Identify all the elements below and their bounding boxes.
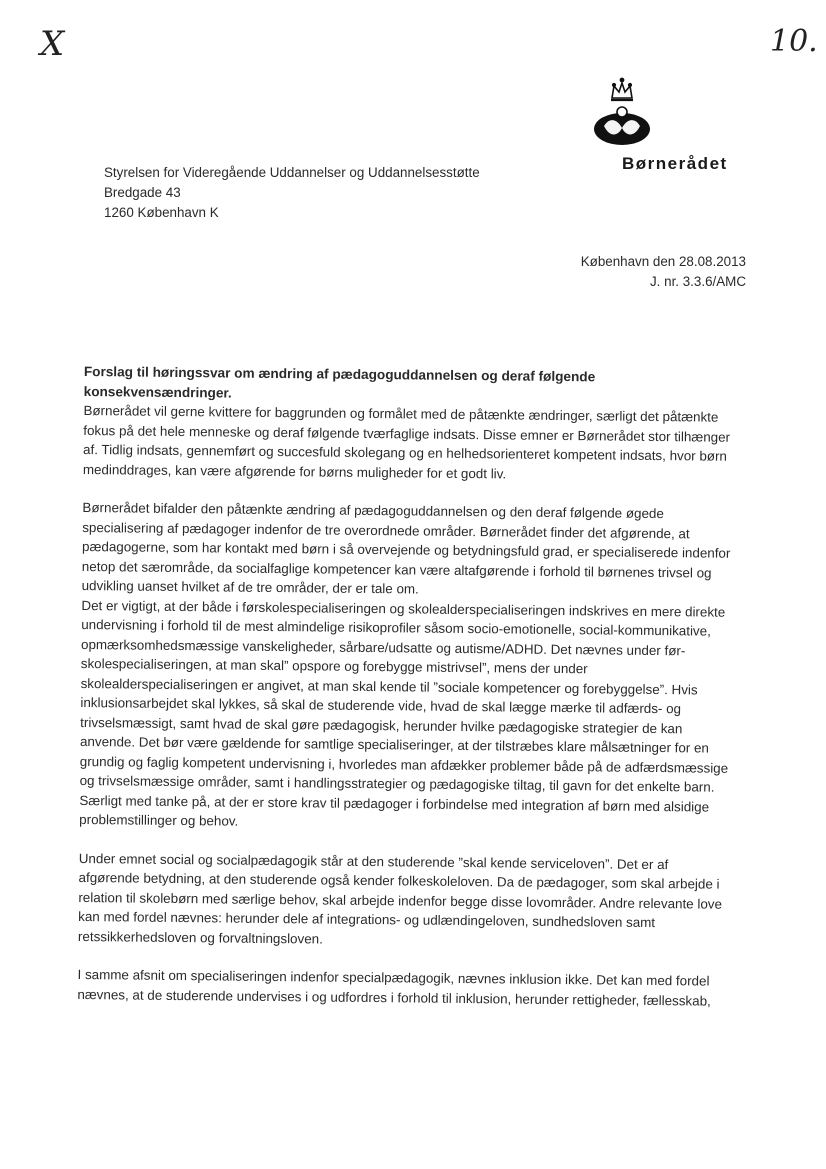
subject-line: Forslag til høringssvar om ændring af pædagoguddannelsen og deraf følgende konsekvensændringer. bbox=[83, 363, 596, 401]
recipient-street: Bredgade 43 bbox=[104, 185, 181, 200]
paragraph-5: I samme afsnit om specialiseringen indenfor specialpædagogik, nævnes inklusion ikke. Det kan med fordel nævnes, at de studerende undervises i og udfordres i forhold til inklusion, herunder rettigheder, fællesskab, bbox=[77, 966, 711, 1009]
recipient-city: 1260 København K bbox=[104, 205, 219, 220]
letter-body bbox=[77, 362, 736, 1011]
paragraph-4: Under emnet social og socialpædagogik står at den studerende ”skal kende serviceloven”. Det er af afgørende betydning, at den studerende også kender folkeskoleloven. Da de pædagoger, som skal arbejde i relation til skolebørn med særlige behov, skal arbejde indenfor begge disse lovområder. Andre relevante love kan med fordel nævnes: herunder dele af integrations- og udlændingeloven, sundhedsloven samt retssikkerhedsloven og forvaltningsloven. bbox=[77, 850, 723, 947]
paragraph-2: Børnerådet bifalder den påtænkte ændring af pædagoguddannelsen og den deraf følgende øgede specialisering af pædagoger indenfor de tre overordnede områder. Børnerådet finder det afgørende, at pædagogerne, som har kontakt med børn i så overvejende og betydningsfuld grad, er specialiserede indenfor netop det særområde, da socialfaglige kompetencer kan være altafgørende i forhold til børnenes trivsel og udvikling uanset hvilket af de tre områder, der er tale om. bbox=[81, 499, 731, 597]
paragraph-3: Det er vigtigt, at der både i førskolespecialiseringen og skolealderspecialiseringen indskrives en mere direkte undervisning i forhold til de mest almindelige risikoprofiler såsom socio-emotionelle, social-kommunikative, opmærksomhedsmæssige vanskeligheder, sårbare/udsatte og autisme/ADHD. Det nævnes under før-skolespecialiseringen, at man skal” opspore og forebygge mistrivsel”, mens der under skolealderspecialiseringen er angivet, at man skal kende til ”sociale kompetencer og forebyggelse”. Hvis inklusionsarbejdet skal lykkes, så skal de studerende vide, hvad de skal lægge mærke til adfærds- og trivselsmæssigt, samt hvad de skal gøre pædagogisk, herunder hvilke pædagogiske strategier de kan anvende. Det bør være gældende for samtlige specialiseringer, at der tilstræbes klare målsætninger for en grundig og faglig kompetent undervisning i, hvorledes man afdækker problemer både på de adfærdsmæssige og trivselsmæssige områder, samt i handlingsstrategier og pædagogiske tiltag, til gavn for det enkelte barn. Særligt med tanke på, at der er store krav til pædagoger i forbindelse med integration af børn med alsidige problemstillinger og behov. bbox=[79, 597, 729, 829]
letter-date: København den 28.08.2013 bbox=[580, 254, 746, 269]
crown-emblem-icon bbox=[592, 76, 652, 148]
crown-icon bbox=[611, 78, 633, 100]
handwritten-page-number: 10. bbox=[770, 24, 818, 59]
emblem-body-icon bbox=[594, 107, 650, 145]
dateline bbox=[581, 252, 746, 292]
journal-number: J. nr. 3.3.6/AMC bbox=[649, 274, 746, 289]
paragraph-1: Børnerådet vil gerne kvittere for baggrunden og formålet med de påtænkte ændringer, særligt det påtænkte fokus på det hele menneske og deraf følgende tværfaglige indsats. Disse emner er Børnerådet stor tilhænger af. Tidlig indsats, gennemført og succesfuld skolegang og en helhedsorienteret kompetent indsats, hvor børn medinddrages, kan være afgørende for børns muligheder for et godt liv. bbox=[82, 402, 731, 481]
recipient-address bbox=[104, 163, 480, 223]
handwritten-x-mark: X bbox=[40, 24, 65, 64]
recipient-name: Styrelsen for Videregående Uddannelser og Uddannelsesstøtte bbox=[104, 165, 480, 180]
organization-name: Børnerådet bbox=[622, 154, 728, 173]
